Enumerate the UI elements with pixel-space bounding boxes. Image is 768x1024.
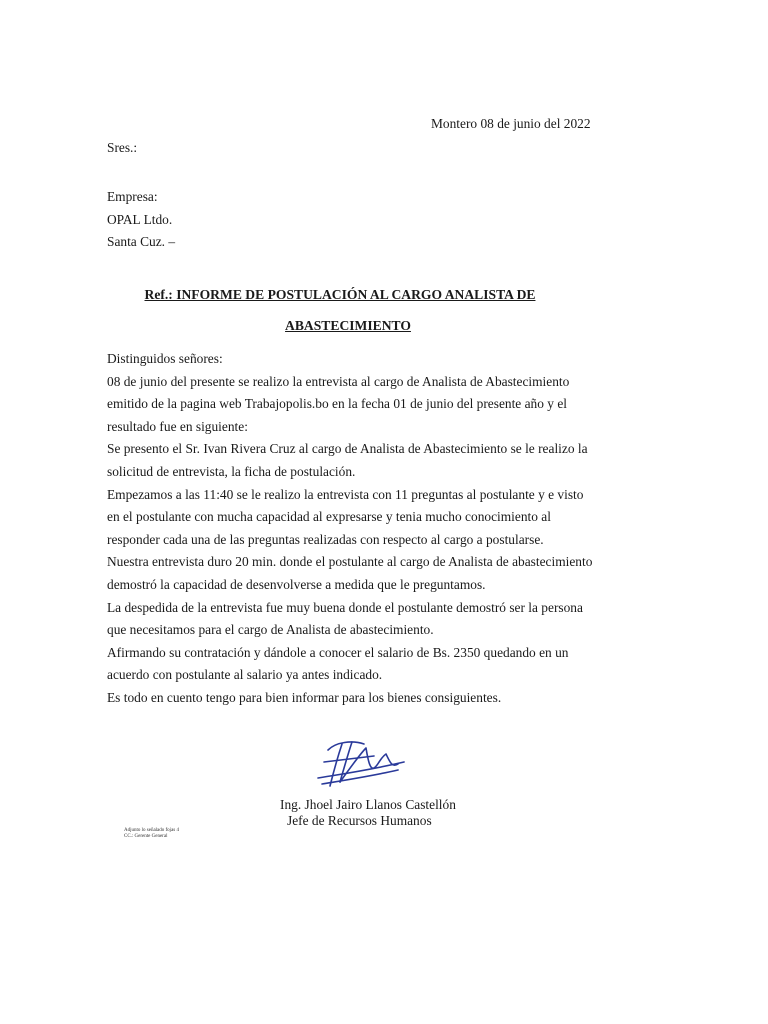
body-line: que necesitamos para el cargo de Analista de abastecimiento. <box>107 622 434 638</box>
handwritten-signature <box>312 738 412 794</box>
footnote-line: Adjunto lo señalado fojas 4 <box>124 828 179 833</box>
body-line: La despedida de la entrevista fue muy buena donde el postulante demostró ser la persona <box>107 599 583 615</box>
greeting: Sres.: <box>107 140 138 155</box>
signer-name: Ing. Jhoel Jairo Llanos Castellón <box>280 797 456 812</box>
reference-heading-line1: Ref.: INFORME DE POSTULACIÓN AL CARGO ANALISTA DE <box>144 287 536 302</box>
body-line: responder cada una de las preguntas realizadas con respecto al cargo a postularse. <box>107 531 544 547</box>
body-line: Empezamos a las 11:40 se le realizo la entrevista con 11 preguntas al postulante y e visto <box>107 486 584 502</box>
letter-body <box>107 348 592 710</box>
body-line: Se presento el Sr. Ivan Rivera Cruz al cargo de Analista de Abastecimiento se le realizo la <box>107 441 588 457</box>
recipient-line: Empresa: <box>107 189 158 204</box>
body-line: Es todo en cuento tengo para bien informar para los bienes consiguientes. <box>107 689 502 705</box>
body-line: emitido de la pagina web Trabajopolis.bo en la fecha 01 de junio del presente año y el <box>107 396 567 412</box>
recipient-line: Santa Cuz. – <box>107 234 176 249</box>
body-line: Afirmando su contratación y dándole a conocer el salario de Bs. 2350 quedando en un <box>107 644 569 660</box>
body-line: en el postulante con mucha capacidad al expresarse y tenia mucho conocimiento al <box>107 509 551 525</box>
recipient-block <box>107 186 175 254</box>
body-line: resultado fue en siguiente: <box>107 418 248 434</box>
signer-title: Jefe de Recursos Humanos <box>287 813 432 828</box>
letter-date: Montero 08 de junio del 2022 <box>431 116 591 131</box>
footnote-line: CC.: Gerente General <box>124 834 168 839</box>
recipient-line: OPAL Ltdo. <box>107 211 173 227</box>
body-line: 08 de junio del presente se realizo la entrevista al cargo de Analista de Abastecimiento <box>107 373 570 389</box>
footnote <box>124 828 179 840</box>
body-line: solicitud de entrevista, la ficha de postulación. <box>107 463 356 479</box>
reference-heading-line2: ABASTECIMIENTO <box>285 318 411 333</box>
body-line: acuerdo con postulante al salario ya antes indicado. <box>107 667 383 683</box>
body-line: Distinguidos señores: <box>107 351 223 366</box>
body-line: Nuestra entrevista duro 20 min. donde el postulante al cargo de Analista de abastecimiento <box>107 554 593 570</box>
body-line: demostró la capacidad de desenvolverse a medida que le preguntamos. <box>107 576 486 592</box>
